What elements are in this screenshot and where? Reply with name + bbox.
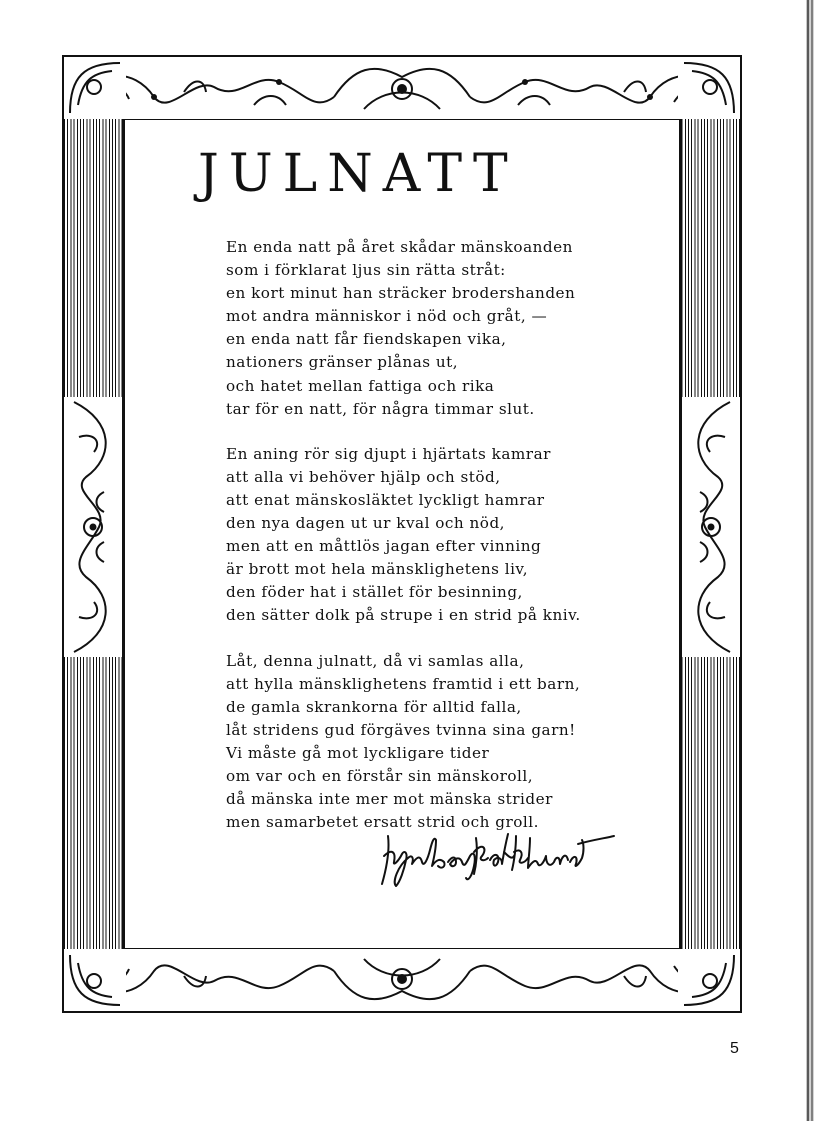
poem-line: om var och en förstår sin mänskoroll, — [226, 766, 534, 785]
poem-line: nationers gränser plånas ut, — [226, 353, 459, 372]
poem-line: en enda natt får fiendskapen vika, — [226, 330, 507, 349]
handwritten-signature — [378, 822, 618, 892]
poem-line: En aning rör sig djupt i hjärtats kamrar — [226, 444, 551, 463]
page-edge — [806, 0, 814, 1121]
poem-line: låt stridens gud förgäves tvinna sina garn! — [226, 720, 576, 739]
poem-line: men att en måttlös jagan efter vinning — [226, 537, 542, 556]
poem-line: den nya dagen ut ur kval och nöd, — [226, 514, 505, 533]
poem-line: mot andra människor i nöd och gråt, — — [226, 307, 548, 326]
poem-line: en kort minut han sträcker brodershanden — [226, 284, 576, 303]
stanza — [226, 650, 581, 835]
stanza — [226, 236, 581, 421]
poem-line: och hatet mellan fattiga och rika — [226, 376, 495, 395]
top-left-corner-ornament-icon — [64, 57, 126, 119]
poem-line: att hylla mänsklighetens framtid i ett barn, — [226, 674, 581, 693]
poem-line: Låt, denna julnatt, då vi samlas alla, — [226, 651, 525, 670]
poem-line: då mänska inte mer mot mänska strider — [226, 790, 553, 809]
poem-line: att alla vi behöver hjälp och stöd, — [226, 467, 501, 486]
poem-line: Vi måste gå mot lyckligare tider — [226, 743, 490, 762]
poem-line: En enda natt på året skådar mänskoanden — [226, 238, 573, 256]
left-scroll-ornament-icon — [64, 397, 122, 657]
bottom-scroll-ornament-icon — [64, 949, 740, 1011]
right-scroll-ornament-icon — [682, 397, 740, 657]
poem-title: JULNATT — [198, 144, 518, 204]
poem-line: är brott mot hela mänsklighetens liv, — [226, 560, 529, 579]
poem-line: men samarbetet ersatt strid och groll. — [226, 813, 539, 832]
page-number: 5 — [730, 1040, 739, 1057]
poem-panel — [128, 122, 676, 946]
poem-line: den sätter dolk på strupe i en strid på kniv. — [226, 606, 581, 625]
top-right-corner-ornament-icon — [678, 57, 740, 119]
top-scroll-ornament-icon — [64, 57, 740, 119]
bottom-left-corner-ornament-icon — [64, 949, 126, 1011]
poem-line: den föder hat i stället för besinning, — [226, 583, 523, 602]
poem-line: som i förklarat ljus sin rätta stråt: — [226, 261, 506, 280]
bottom-right-corner-ornament-icon — [678, 949, 740, 1011]
stanza — [226, 443, 581, 628]
poem-line: att enat mänskosläktet lyckligt hamrar — [226, 490, 545, 509]
poem-line: de gamla skrankorna för alltid falla, — [226, 697, 522, 716]
poem-body — [226, 236, 581, 834]
poem-line: tar för en natt, för några timmar slut. — [226, 399, 535, 418]
